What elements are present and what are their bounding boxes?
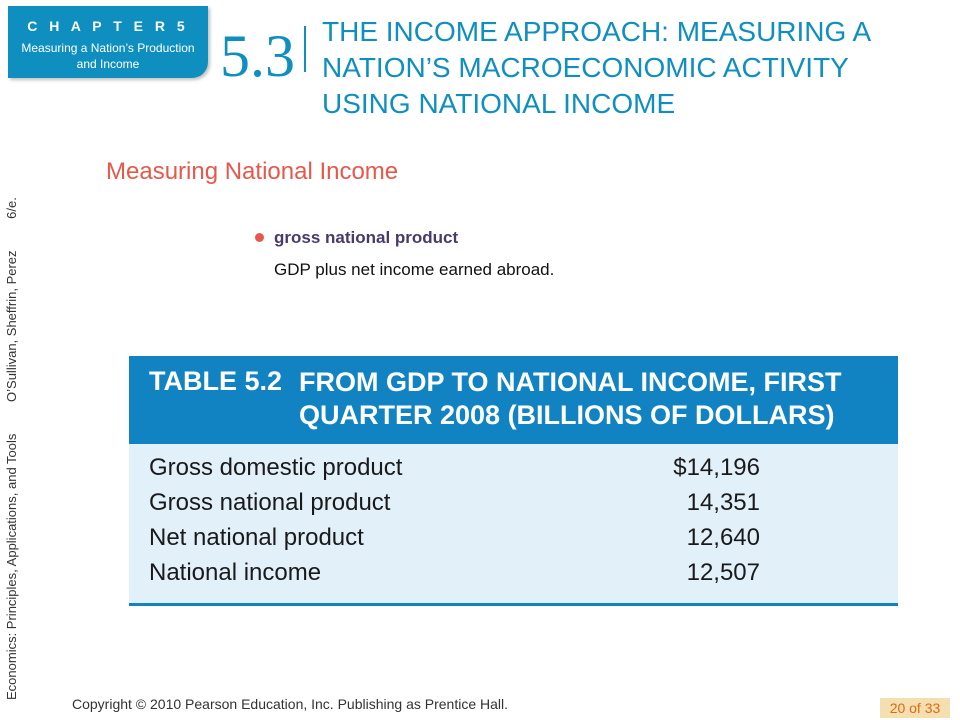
chapter-subtitle: Measuring a Nation’s Production and Income bbox=[21, 41, 195, 71]
table-row bbox=[129, 489, 898, 525]
table-header bbox=[129, 356, 898, 444]
row-value: 12,507 bbox=[686, 559, 760, 586]
page-title: THE INCOME APPROACH: MEASURING A NATION’S MACROECONOMIC ACTIVITY USING NATIONAL INCOME bbox=[322, 16, 870, 119]
chapter-banner bbox=[8, 6, 208, 78]
section-divider bbox=[304, 26, 306, 72]
book-title: Economics: Principles, Applications, and Tools bbox=[4, 433, 19, 700]
table-title: FROM GDP TO NATIONAL INCOME, FIRST QUARTER 2008 (BILLIONS OF DOLLARS) bbox=[299, 367, 842, 430]
page-number-badge: 20 of 33 bbox=[880, 698, 950, 718]
book-info-sidebar bbox=[4, 90, 19, 700]
row-label: Net national product bbox=[149, 524, 364, 551]
copyright-footer: Copyright © 2010 Pearson Education, Inc. Publishing as Prentice Hall. bbox=[72, 696, 509, 712]
book-edition: 6/e. bbox=[4, 197, 19, 219]
table-row bbox=[129, 559, 898, 595]
table-row bbox=[129, 524, 898, 560]
bullet-definition: GDP plus net income earned abroad. bbox=[274, 260, 555, 279]
row-label: National income bbox=[149, 559, 322, 586]
bullet-term: gross national product bbox=[274, 228, 459, 247]
data-table bbox=[129, 356, 898, 606]
row-label: Gross domestic product bbox=[149, 454, 403, 481]
row-label: Gross national product bbox=[149, 489, 391, 516]
bullet-dot-icon bbox=[255, 233, 264, 242]
subheading: Measuring National Income bbox=[106, 158, 399, 185]
section-number: 5.3 bbox=[220, 23, 295, 89]
chapter-label: C H A P T E R 5 bbox=[27, 18, 189, 34]
book-authors: O’Sullivan, Sheffrin, Perez bbox=[4, 250, 19, 402]
row-value: 12,640 bbox=[686, 524, 760, 551]
table-tag: TABLE 5.2 bbox=[149, 366, 283, 396]
row-value: $14,196 bbox=[673, 454, 760, 481]
row-value: 14,351 bbox=[686, 489, 760, 516]
table-row bbox=[129, 454, 898, 490]
